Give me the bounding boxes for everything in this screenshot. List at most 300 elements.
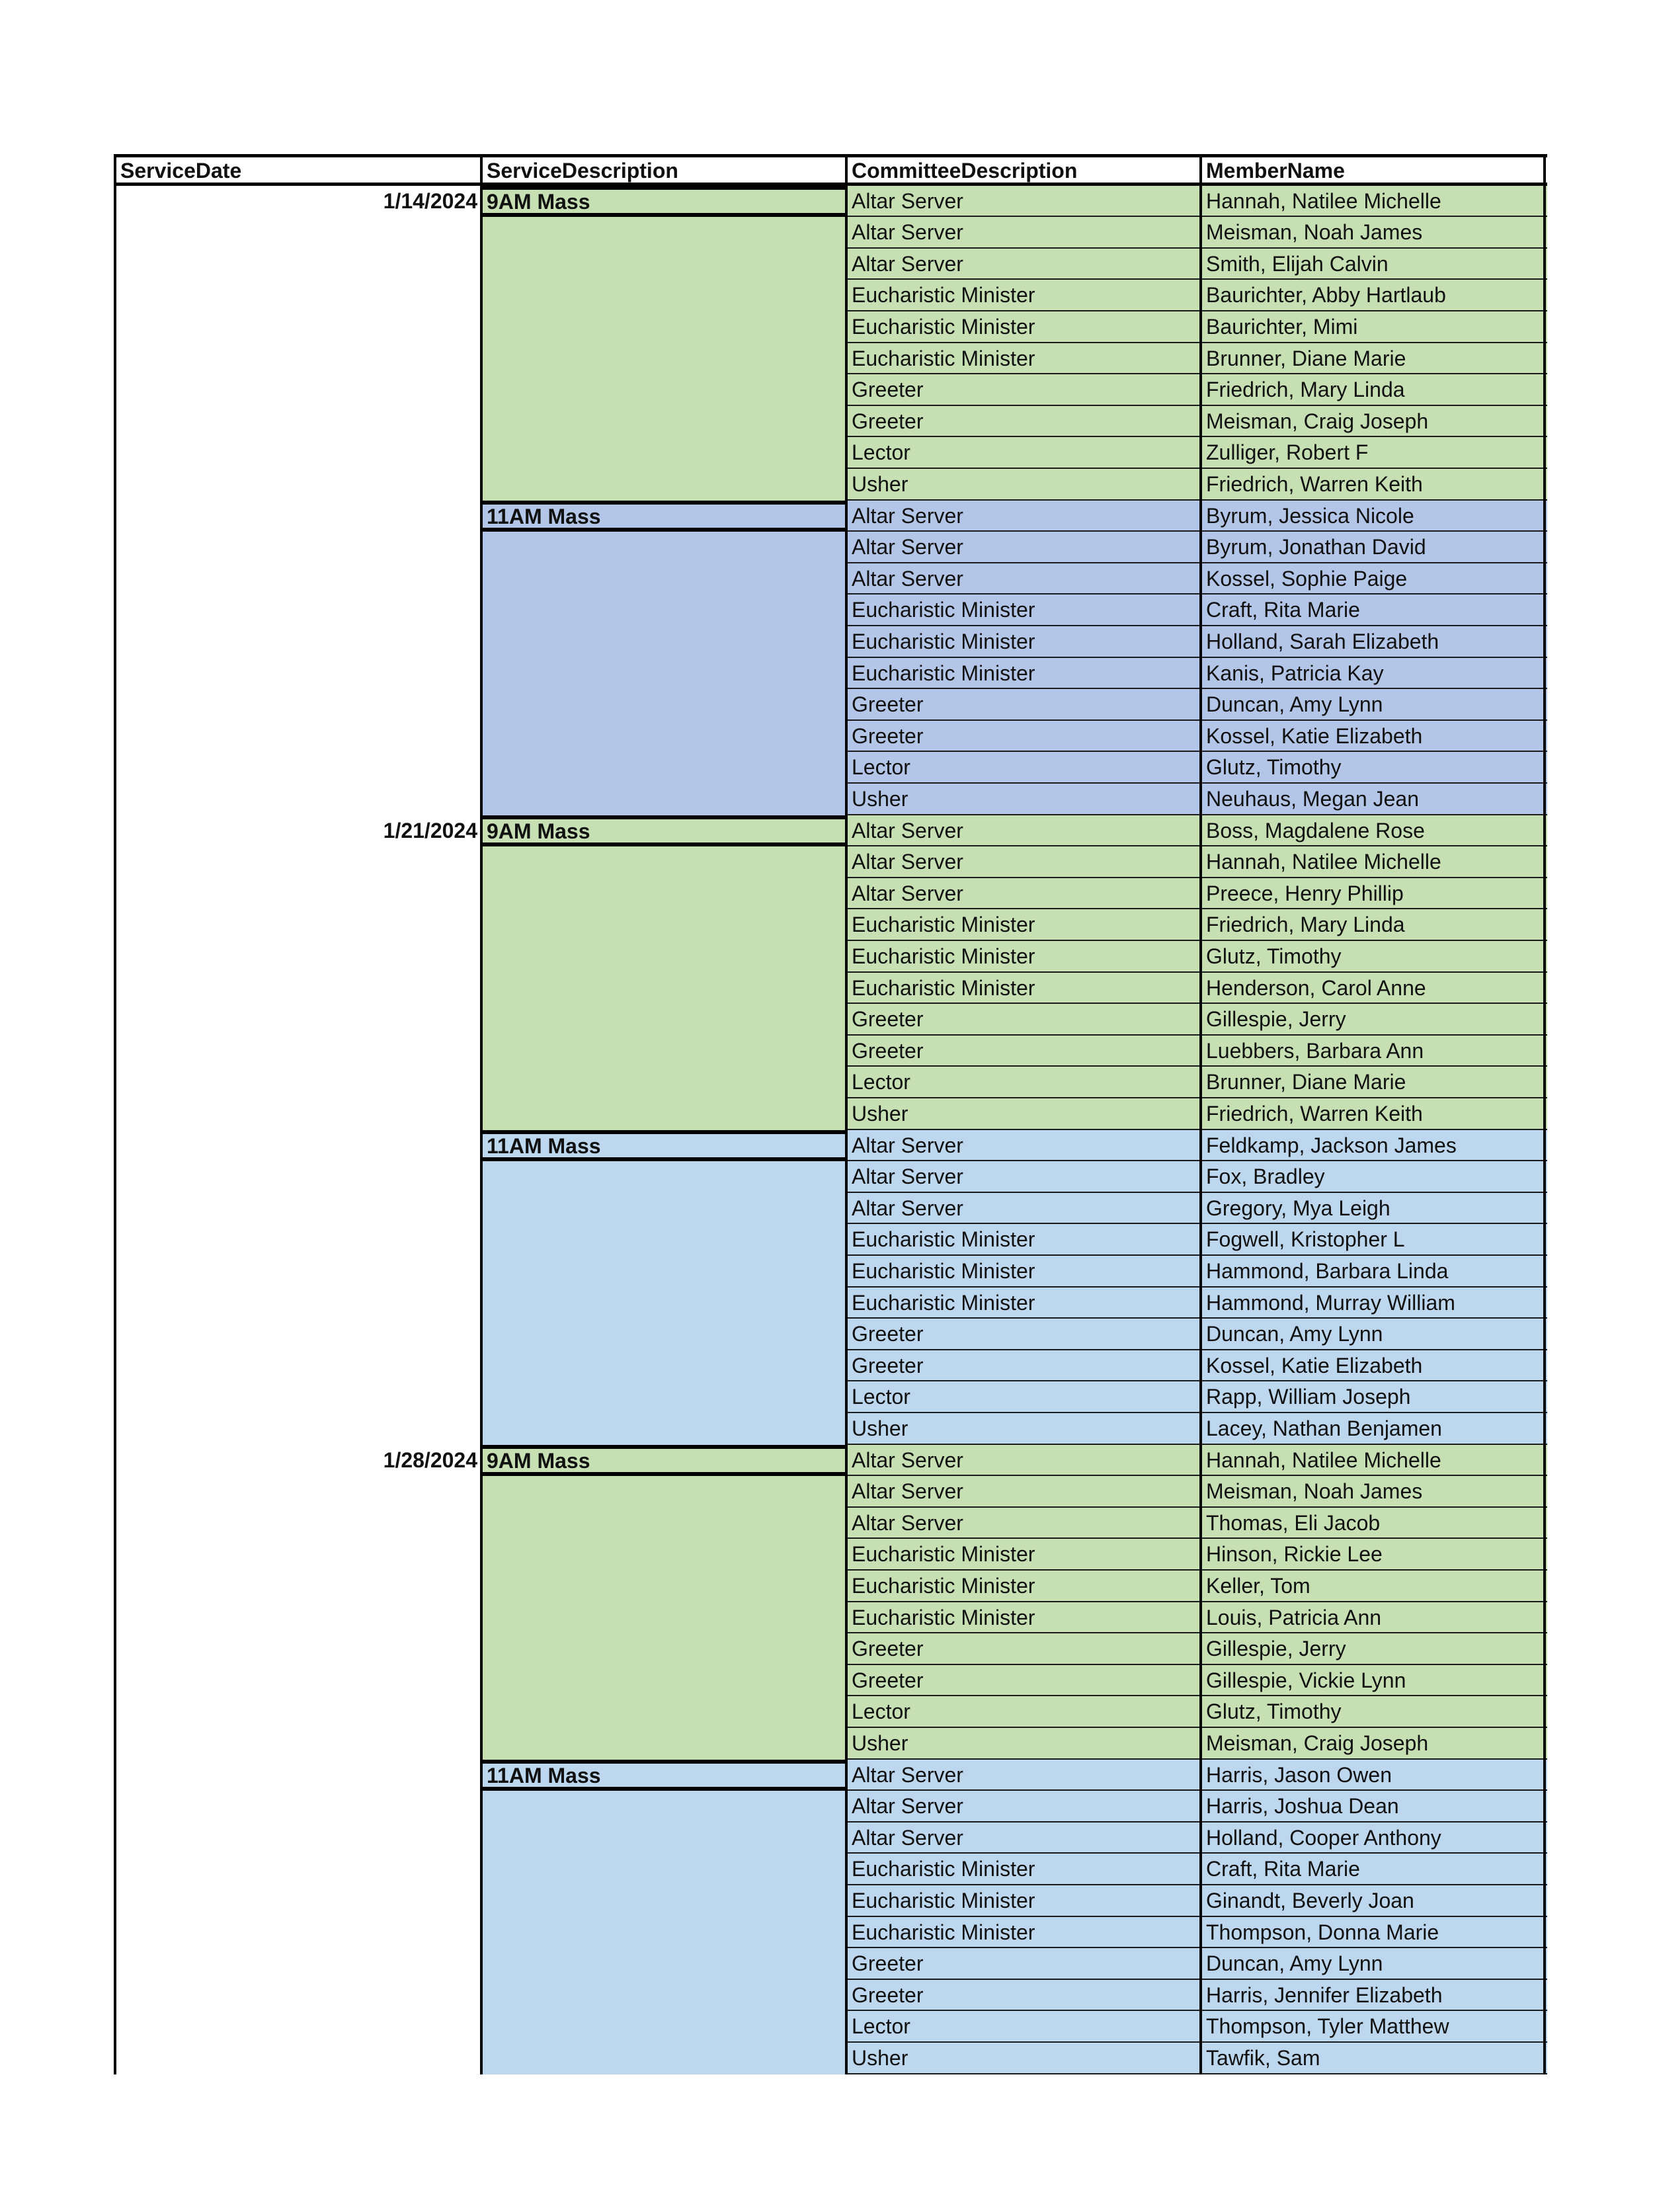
service-description-cell bbox=[481, 374, 846, 406]
service-description-cell bbox=[481, 909, 846, 941]
committee-description-cell: Altar Server bbox=[846, 532, 1201, 563]
member-name-cell: Rapp, William Joseph bbox=[1201, 1381, 1547, 1413]
service-date-cell bbox=[115, 217, 481, 249]
service-description-cell bbox=[481, 1036, 846, 1067]
service-date-cell bbox=[115, 1571, 481, 1602]
committee-description-cell: Altar Server bbox=[846, 501, 1201, 532]
service-date-cell bbox=[115, 437, 481, 469]
table-row bbox=[115, 1948, 1547, 1980]
service-date-cell bbox=[115, 532, 481, 563]
committee-description-cell: Usher bbox=[846, 1728, 1201, 1760]
member-name-cell: Henderson, Carol Anne bbox=[1201, 973, 1547, 1004]
service-date-cell bbox=[115, 469, 481, 501]
service-description-cell bbox=[481, 1224, 846, 1256]
committee-description-cell: Usher bbox=[846, 2043, 1201, 2074]
service-date-cell bbox=[115, 1917, 481, 1949]
service-date-cell bbox=[115, 501, 481, 532]
member-name-cell: Hammond, Murray William bbox=[1201, 1288, 1547, 1319]
service-description-cell bbox=[481, 406, 846, 438]
service-date-cell bbox=[115, 280, 481, 311]
member-name-cell: Glutz, Timothy bbox=[1201, 752, 1547, 784]
committee-description-cell: Lector bbox=[846, 1696, 1201, 1728]
table-row bbox=[115, 1508, 1547, 1539]
member-name-cell: Byrum, Jessica Nicole bbox=[1201, 501, 1547, 532]
table-row bbox=[115, 941, 1547, 973]
service-date-cell bbox=[115, 1004, 481, 1036]
service-description-cell bbox=[481, 1193, 846, 1225]
service-date-cell bbox=[115, 1193, 481, 1225]
service-description-cell bbox=[481, 1823, 846, 1854]
table-row bbox=[115, 501, 1547, 532]
service-description-cell bbox=[481, 280, 846, 311]
committee-description-cell: Eucharistic Minister bbox=[846, 280, 1201, 311]
member-name-cell: Friedrich, Warren Keith bbox=[1201, 1098, 1547, 1130]
committee-description-cell: Greeter bbox=[846, 1004, 1201, 1036]
committee-description-cell: Altar Server bbox=[846, 249, 1201, 280]
committee-description-cell: Usher bbox=[846, 469, 1201, 501]
table-row bbox=[115, 1130, 1547, 1162]
service-description-cell bbox=[481, 1665, 846, 1697]
table-row bbox=[115, 1445, 1547, 1477]
committee-description-cell: Altar Server bbox=[846, 1823, 1201, 1854]
committee-description-cell: Eucharistic Minister bbox=[846, 909, 1201, 941]
service-date-cell bbox=[115, 311, 481, 343]
service-description-cell bbox=[481, 846, 846, 878]
committee-description-cell: Usher bbox=[846, 784, 1201, 815]
table-row bbox=[115, 1760, 1547, 1791]
member-name-cell: Holland, Cooper Anthony bbox=[1201, 1823, 1547, 1854]
committee-description-cell: Eucharistic Minister bbox=[846, 658, 1201, 690]
table-row bbox=[115, 594, 1547, 626]
service-description-cell: 11AM Mass bbox=[481, 501, 846, 532]
table-row bbox=[115, 1633, 1547, 1665]
service-date-cell bbox=[115, 1098, 481, 1130]
service-date-cell bbox=[115, 1130, 481, 1162]
service-description-cell bbox=[481, 1256, 846, 1288]
service-date-cell bbox=[115, 406, 481, 438]
service-date-cell bbox=[115, 343, 481, 375]
table-row bbox=[115, 2043, 1547, 2074]
service-description-cell bbox=[481, 1602, 846, 1634]
member-name-cell: Glutz, Timothy bbox=[1201, 941, 1547, 973]
committee-description-cell: Altar Server bbox=[846, 1760, 1201, 1791]
service-description-cell bbox=[481, 249, 846, 280]
table-row bbox=[115, 1288, 1547, 1319]
service-description-cell: 9AM Mass bbox=[481, 815, 846, 847]
table-row bbox=[115, 249, 1547, 280]
service-date-cell bbox=[115, 1760, 481, 1791]
service-description-cell bbox=[481, 1350, 846, 1382]
table-row bbox=[115, 1728, 1547, 1760]
service-date-cell bbox=[115, 1067, 481, 1098]
service-date-cell bbox=[115, 1823, 481, 1854]
committee-description-cell: Altar Server bbox=[846, 1161, 1201, 1193]
table-row bbox=[115, 1098, 1547, 1130]
service-description-cell bbox=[481, 563, 846, 595]
table-row bbox=[115, 1193, 1547, 1225]
table-row bbox=[115, 784, 1547, 815]
table-row bbox=[115, 343, 1547, 375]
member-name-cell: Brunner, Diane Marie bbox=[1201, 1067, 1547, 1098]
table-row bbox=[115, 406, 1547, 438]
service-date-cell bbox=[115, 1539, 481, 1571]
member-name-cell: Preece, Henry Phillip bbox=[1201, 878, 1547, 910]
service-date-cell bbox=[115, 752, 481, 784]
member-name-cell: Holland, Sarah Elizabeth bbox=[1201, 626, 1547, 658]
member-name-cell: Harris, Jason Owen bbox=[1201, 1760, 1547, 1791]
member-name-cell: Meisman, Craig Joseph bbox=[1201, 1728, 1547, 1760]
service-date-cell bbox=[115, 1381, 481, 1413]
table-row bbox=[115, 1917, 1547, 1949]
member-name-cell: Brunner, Diane Marie bbox=[1201, 343, 1547, 375]
committee-description-cell: Lector bbox=[846, 1381, 1201, 1413]
table-row bbox=[115, 1476, 1547, 1508]
service-description-cell bbox=[481, 1319, 846, 1350]
service-description-cell bbox=[481, 1980, 846, 2012]
member-name-cell: Feldkamp, Jackson James bbox=[1201, 1130, 1547, 1162]
committee-description-cell: Eucharistic Minister bbox=[846, 626, 1201, 658]
member-name-cell: Kossel, Katie Elizabeth bbox=[1201, 721, 1547, 753]
committee-description-cell: Eucharistic Minister bbox=[846, 311, 1201, 343]
table-row bbox=[115, 1256, 1547, 1288]
service-description-cell bbox=[481, 1791, 846, 1823]
member-name-cell: Meisman, Craig Joseph bbox=[1201, 406, 1547, 438]
header-service-date: ServiceDate bbox=[115, 154, 481, 186]
committee-description-cell: Eucharistic Minister bbox=[846, 1571, 1201, 1602]
table-row bbox=[115, 1413, 1547, 1445]
committee-description-cell: Eucharistic Minister bbox=[846, 1854, 1201, 1885]
service-date-cell: 1/21/2024 bbox=[383, 818, 477, 842]
committee-description-cell: Greeter bbox=[846, 1350, 1201, 1382]
member-name-cell: Kanis, Patricia Kay bbox=[1201, 658, 1547, 690]
service-description-cell bbox=[481, 1067, 846, 1098]
service-description-cell bbox=[481, 973, 846, 1004]
table-row bbox=[115, 563, 1547, 595]
service-date-cell bbox=[115, 721, 481, 753]
table-row bbox=[115, 1885, 1547, 1917]
member-name-cell: Craft, Rita Marie bbox=[1201, 1854, 1547, 1885]
table-row bbox=[115, 186, 1547, 218]
service-date-cell bbox=[115, 909, 481, 941]
member-name-cell: Kossel, Sophie Paige bbox=[1201, 563, 1547, 595]
service-date-cell bbox=[115, 1633, 481, 1665]
service-date-cell bbox=[115, 1161, 481, 1193]
table-row bbox=[115, 878, 1547, 910]
member-name-cell: Baurichter, Abby Hartlaub bbox=[1201, 280, 1547, 311]
member-name-cell: Hannah, Natilee Michelle bbox=[1201, 186, 1547, 218]
committee-description-cell: Altar Server bbox=[846, 1130, 1201, 1162]
committee-description-cell: Eucharistic Minister bbox=[846, 594, 1201, 626]
committee-description-cell: Altar Server bbox=[846, 1445, 1201, 1477]
service-date-cell: 1/28/2024 bbox=[383, 1448, 477, 1472]
service-date-cell bbox=[115, 1980, 481, 2012]
committee-description-cell: Altar Server bbox=[846, 1791, 1201, 1823]
service-date-cell bbox=[115, 1665, 481, 1697]
service-description-cell bbox=[481, 1161, 846, 1193]
committee-description-cell: Greeter bbox=[846, 1633, 1201, 1665]
table-row bbox=[115, 1696, 1547, 1728]
service-border-line bbox=[480, 154, 483, 2074]
left-border-line bbox=[114, 154, 116, 2074]
service-description-cell bbox=[481, 2011, 846, 2043]
service-date-cell bbox=[115, 1288, 481, 1319]
committee-description-cell: Greeter bbox=[846, 721, 1201, 753]
member-name-cell: Tawfik, Sam bbox=[1201, 2043, 1547, 2074]
table-row bbox=[115, 311, 1547, 343]
committee-description-cell: Greeter bbox=[846, 374, 1201, 406]
member-name-cell: Thompson, Donna Marie bbox=[1201, 1917, 1547, 1949]
service-date-cell bbox=[115, 878, 481, 910]
table-row bbox=[115, 1224, 1547, 1256]
service-date-cell bbox=[115, 1508, 481, 1539]
member-name-cell: Meisman, Noah James bbox=[1201, 217, 1547, 249]
committee-description-cell: Greeter bbox=[846, 1036, 1201, 1067]
table-row bbox=[115, 815, 1547, 847]
member-name-cell: Gillespie, Vickie Lynn bbox=[1201, 1665, 1547, 1697]
member-name-cell: Louis, Patricia Ann bbox=[1201, 1602, 1547, 1634]
service-date-cell bbox=[115, 846, 481, 878]
committee-description-cell: Eucharistic Minister bbox=[846, 1602, 1201, 1634]
member-name-cell: Baurichter, Mimi bbox=[1201, 311, 1547, 343]
service-date-cell bbox=[115, 784, 481, 815]
member-name-cell: Gregory, Mya Leigh bbox=[1201, 1193, 1547, 1225]
service-date-cell bbox=[115, 1350, 481, 1382]
service-description-cell bbox=[481, 1381, 846, 1413]
service-description-cell bbox=[481, 689, 846, 721]
committee-description-cell: Greeter bbox=[846, 406, 1201, 438]
service-description-cell bbox=[481, 1571, 846, 1602]
table-row bbox=[115, 1791, 1547, 1823]
committee-description-cell: Altar Server bbox=[846, 815, 1201, 847]
table-row bbox=[115, 532, 1547, 563]
header-committee-description: CommitteeDescription bbox=[846, 154, 1201, 186]
service-description-cell bbox=[481, 1004, 846, 1036]
committee-description-cell: Eucharistic Minister bbox=[846, 1885, 1201, 1917]
table-row bbox=[115, 1381, 1547, 1413]
service-description-cell bbox=[481, 437, 846, 469]
committee-description-cell: Greeter bbox=[846, 689, 1201, 721]
committee-description-cell: Eucharistic Minister bbox=[846, 973, 1201, 1004]
member-name-cell: Hannah, Natilee Michelle bbox=[1201, 846, 1547, 878]
service-description-cell bbox=[481, 721, 846, 753]
service-description-cell bbox=[481, 311, 846, 343]
service-description-cell bbox=[481, 2043, 846, 2074]
table-row bbox=[115, 1161, 1547, 1193]
service-description-cell bbox=[481, 1633, 846, 1665]
service-description-cell bbox=[481, 1476, 846, 1508]
committee-description-cell: Altar Server bbox=[846, 846, 1201, 878]
committee-description-cell: Lector bbox=[846, 2011, 1201, 2043]
member-name-cell: Lacey, Nathan Benjamen bbox=[1201, 1413, 1547, 1445]
member-name-cell: Fogwell, Kristopher L bbox=[1201, 1224, 1547, 1256]
table-row bbox=[115, 973, 1547, 1004]
service-description-cell bbox=[481, 1098, 846, 1130]
table-row bbox=[115, 1665, 1547, 1697]
service-date-cell bbox=[115, 658, 481, 690]
table-row bbox=[115, 1067, 1547, 1098]
service-date-cell bbox=[115, 941, 481, 973]
committee-description-cell: Altar Server bbox=[846, 563, 1201, 595]
member-name-cell: Byrum, Jonathan David bbox=[1201, 532, 1547, 563]
member-name-cell: Ginandt, Beverly Joan bbox=[1201, 1885, 1547, 1917]
service-date-cell bbox=[115, 1602, 481, 1634]
table-row bbox=[115, 689, 1547, 721]
member-name-cell: Duncan, Amy Lynn bbox=[1201, 689, 1547, 721]
member-name-cell: Duncan, Amy Lynn bbox=[1201, 1319, 1547, 1350]
service-date-cell bbox=[115, 1696, 481, 1728]
service-description-cell bbox=[481, 941, 846, 973]
service-date-cell bbox=[115, 374, 481, 406]
table-row bbox=[115, 658, 1547, 690]
header-member-name: MemberName bbox=[1201, 154, 1547, 186]
service-description-cell bbox=[481, 752, 846, 784]
member-name-cell: Friedrich, Mary Linda bbox=[1201, 909, 1547, 941]
service-description-cell bbox=[481, 878, 846, 910]
member-border-line bbox=[1199, 154, 1202, 2074]
member-name-cell: Duncan, Amy Lynn bbox=[1201, 1948, 1547, 1980]
committee-description-cell: Altar Server bbox=[846, 878, 1201, 910]
committee-description-cell: Altar Server bbox=[846, 217, 1201, 249]
committee-description-cell: Altar Server bbox=[846, 1508, 1201, 1539]
service-description-cell bbox=[481, 1539, 846, 1571]
table-row bbox=[115, 374, 1547, 406]
table-row bbox=[115, 1980, 1547, 2012]
service-date-cell bbox=[115, 1854, 481, 1885]
table-row bbox=[115, 1004, 1547, 1036]
service-description-cell bbox=[481, 469, 846, 501]
service-date-cell bbox=[115, 2043, 481, 2074]
table-row bbox=[115, 280, 1547, 311]
service-date-cell bbox=[115, 1948, 481, 1980]
committee-description-cell: Greeter bbox=[846, 1948, 1201, 1980]
table-row bbox=[115, 469, 1547, 501]
member-name-cell: Keller, Tom bbox=[1201, 1571, 1547, 1602]
member-name-cell: Craft, Rita Marie bbox=[1201, 594, 1547, 626]
service-description-cell bbox=[481, 1917, 846, 1949]
committee-description-cell: Eucharistic Minister bbox=[846, 343, 1201, 375]
service-date-cell bbox=[115, 626, 481, 658]
service-date-cell bbox=[115, 973, 481, 1004]
service-date-cell bbox=[115, 594, 481, 626]
committee-description-cell: Altar Server bbox=[846, 1193, 1201, 1225]
member-name-cell: Hammond, Barbara Linda bbox=[1201, 1256, 1547, 1288]
table-row bbox=[115, 909, 1547, 941]
service-date-cell bbox=[115, 1476, 481, 1508]
committee-description-cell: Altar Server bbox=[846, 186, 1201, 218]
committee-description-cell: Usher bbox=[846, 1098, 1201, 1130]
committee-description-cell: Eucharistic Minister bbox=[846, 1539, 1201, 1571]
member-name-cell: Kossel, Katie Elizabeth bbox=[1201, 1350, 1547, 1382]
member-name-cell: Harris, Joshua Dean bbox=[1201, 1791, 1547, 1823]
committee-description-cell: Eucharistic Minister bbox=[846, 1917, 1201, 1949]
table-row bbox=[115, 1602, 1547, 1634]
table-row bbox=[115, 626, 1547, 658]
table-row bbox=[115, 1319, 1547, 1350]
table-row bbox=[115, 1571, 1547, 1602]
service-date-cell bbox=[115, 2011, 481, 2043]
member-name-cell: Gillespie, Jerry bbox=[1201, 1633, 1547, 1665]
member-name-cell: Fox, Bradley bbox=[1201, 1161, 1547, 1193]
service-description-cell bbox=[481, 1696, 846, 1728]
committee-description-cell: Altar Server bbox=[846, 1476, 1201, 1508]
table-row bbox=[115, 721, 1547, 753]
service-date-cell bbox=[115, 1728, 481, 1760]
service-description-cell bbox=[481, 1413, 846, 1445]
member-name-cell: Glutz, Timothy bbox=[1201, 1696, 1547, 1728]
service-description-cell: 11AM Mass bbox=[481, 1760, 846, 1791]
member-name-cell: Boss, Magdalene Rose bbox=[1201, 815, 1547, 847]
member-name-cell: Harris, Jennifer Elizabeth bbox=[1201, 1980, 1547, 2012]
committee-description-cell: Lector bbox=[846, 437, 1201, 469]
committee-border-line bbox=[845, 154, 848, 2074]
service-description-cell bbox=[481, 626, 846, 658]
member-name-cell: Smith, Elijah Calvin bbox=[1201, 249, 1547, 280]
service-description-cell bbox=[481, 658, 846, 690]
committee-description-cell: Lector bbox=[846, 1067, 1201, 1098]
service-date-cell bbox=[115, 563, 481, 595]
service-date-cell bbox=[115, 689, 481, 721]
service-date-cell bbox=[115, 1036, 481, 1067]
service-description-cell: 9AM Mass bbox=[481, 186, 846, 218]
header-row bbox=[115, 154, 1547, 186]
member-name-cell: Friedrich, Warren Keith bbox=[1201, 469, 1547, 501]
member-name-cell: Neuhaus, Megan Jean bbox=[1201, 784, 1547, 815]
service-date-cell: 1/14/2024 bbox=[383, 188, 477, 213]
committee-description-cell: Greeter bbox=[846, 1665, 1201, 1697]
member-name-cell: Hannah, Natilee Michelle bbox=[1201, 1445, 1547, 1477]
service-description-cell bbox=[481, 217, 846, 249]
member-name-cell: Thompson, Tyler Matthew bbox=[1201, 2011, 1547, 2043]
right-border-line bbox=[1543, 154, 1546, 2074]
member-name-cell: Luebbers, Barbara Ann bbox=[1201, 1036, 1547, 1067]
header-service-description: ServiceDescription bbox=[481, 154, 846, 186]
member-name-cell: Meisman, Noah James bbox=[1201, 1476, 1547, 1508]
member-name-cell: Hinson, Rickie Lee bbox=[1201, 1539, 1547, 1571]
committee-description-cell: Greeter bbox=[846, 1319, 1201, 1350]
service-description-cell: 11AM Mass bbox=[481, 1130, 846, 1162]
service-description-cell bbox=[481, 784, 846, 815]
service-description-cell: 9AM Mass bbox=[481, 1445, 846, 1477]
service-date-cell bbox=[115, 1224, 481, 1256]
table-row bbox=[115, 752, 1547, 784]
member-name-cell: Friedrich, Mary Linda bbox=[1201, 374, 1547, 406]
committee-description-cell: Eucharistic Minister bbox=[846, 1224, 1201, 1256]
service-date-cell bbox=[115, 249, 481, 280]
service-date-cell bbox=[115, 1256, 481, 1288]
member-name-cell: Zulliger, Robert F bbox=[1201, 437, 1547, 469]
committee-description-cell: Eucharistic Minister bbox=[846, 1256, 1201, 1288]
table-row bbox=[115, 2011, 1547, 2043]
service-description-cell bbox=[481, 594, 846, 626]
service-description-cell bbox=[481, 1728, 846, 1760]
service-description-cell bbox=[481, 1948, 846, 1980]
service-description-cell bbox=[481, 1288, 846, 1319]
committee-description-cell: Greeter bbox=[846, 1980, 1201, 2012]
table-row bbox=[115, 437, 1547, 469]
table-row bbox=[115, 1854, 1547, 1885]
service-date-cell bbox=[115, 1791, 481, 1823]
table-row bbox=[115, 1539, 1547, 1571]
table-row bbox=[115, 1036, 1547, 1067]
table-row bbox=[115, 1823, 1547, 1854]
service-date-cell bbox=[115, 1319, 481, 1350]
committee-description-cell: Eucharistic Minister bbox=[846, 941, 1201, 973]
service-description-cell bbox=[481, 532, 846, 563]
service-description-cell bbox=[481, 1885, 846, 1917]
table-row bbox=[115, 217, 1547, 249]
service-date-cell bbox=[115, 1413, 481, 1445]
table-row bbox=[115, 846, 1547, 878]
